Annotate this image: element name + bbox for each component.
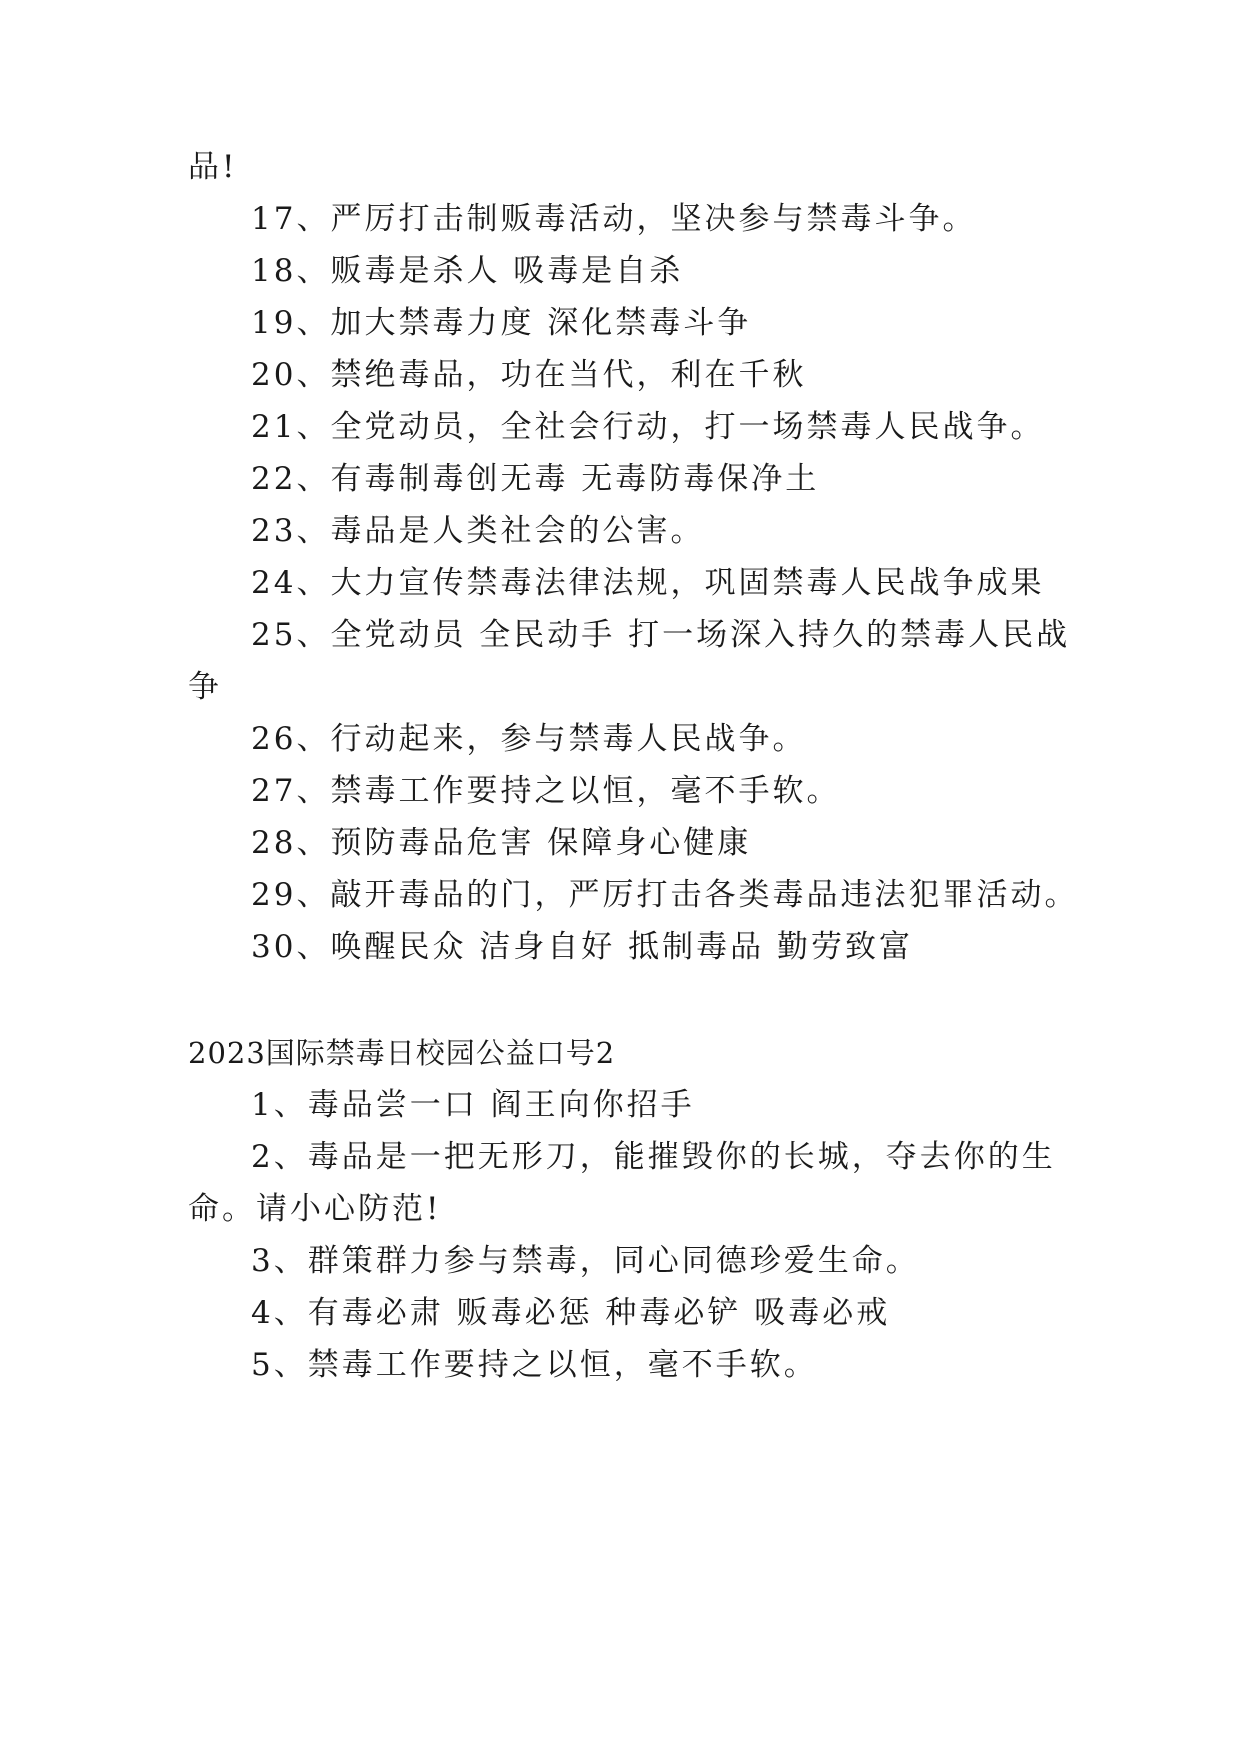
slogan-19: 19、加大禁毒力度 深化禁毒斗争 <box>251 305 752 341</box>
slogan2-5: 5、禁毒工作要持之以恒，毫不手软。 <box>251 1347 818 1383</box>
slogan2-4: 4、有毒必肃 贩毒必惩 种毒必铲 吸毒必戒 <box>251 1295 891 1331</box>
slogan-29: 29、敲开毒品的门，严厉打击各类毒品违法犯罪活动。 <box>251 877 1079 913</box>
slogan-22: 22、有毒制毒创无毒 无毒防毒保净土 <box>251 461 820 497</box>
slogan-17: 17、严厉打击制贩毒活动，坚决参与禁毒斗争。 <box>251 201 977 237</box>
section-heading: 2023国际禁毒日校园公益口号2 <box>188 1036 616 1070</box>
continuation-text: 品! <box>188 149 238 185</box>
slogan-24: 24、大力宣传禁毒法律法规，巩固禁毒人民战争成果 <box>251 565 1045 601</box>
slogan-18: 18、贩毒是杀人 吸毒是自杀 <box>251 253 684 289</box>
slogan2-2-wrap: 命。请小心防范! <box>188 1191 442 1227</box>
slogan-26: 26、行动起来，参与禁毒人民战争。 <box>251 721 807 757</box>
slogan-23: 23、毒品是人类社会的公害。 <box>251 513 705 549</box>
slogan2-2: 2、毒品是一把无形刀，能摧毁你的长城，夺去你的生 <box>251 1139 1056 1175</box>
slogan-25-wrap: 争 <box>188 669 222 705</box>
slogan-27: 27、禁毒工作要持之以恒，毫不手软。 <box>251 773 841 809</box>
slogan-25: 25、全党动员 全民动手 打一场深入持久的禁毒人民战 <box>251 617 1071 653</box>
slogan-30: 30、唤醒民众 洁身自好 抵制毒品 勤劳致富 <box>251 929 914 965</box>
slogan2-1: 1、毒品尝一口 阎王向你招手 <box>251 1087 695 1123</box>
slogan-21: 21、全党动员，全社会行动，打一场禁毒人民战争。 <box>251 409 1045 445</box>
slogan-28: 28、预防毒品危害 保障身心健康 <box>251 825 752 861</box>
slogan2-3: 3、群策群力参与禁毒，同心同德珍爱生命。 <box>251 1243 920 1279</box>
slogan-20: 20、禁绝毒品，功在当代，利在千秋 <box>251 357 807 393</box>
